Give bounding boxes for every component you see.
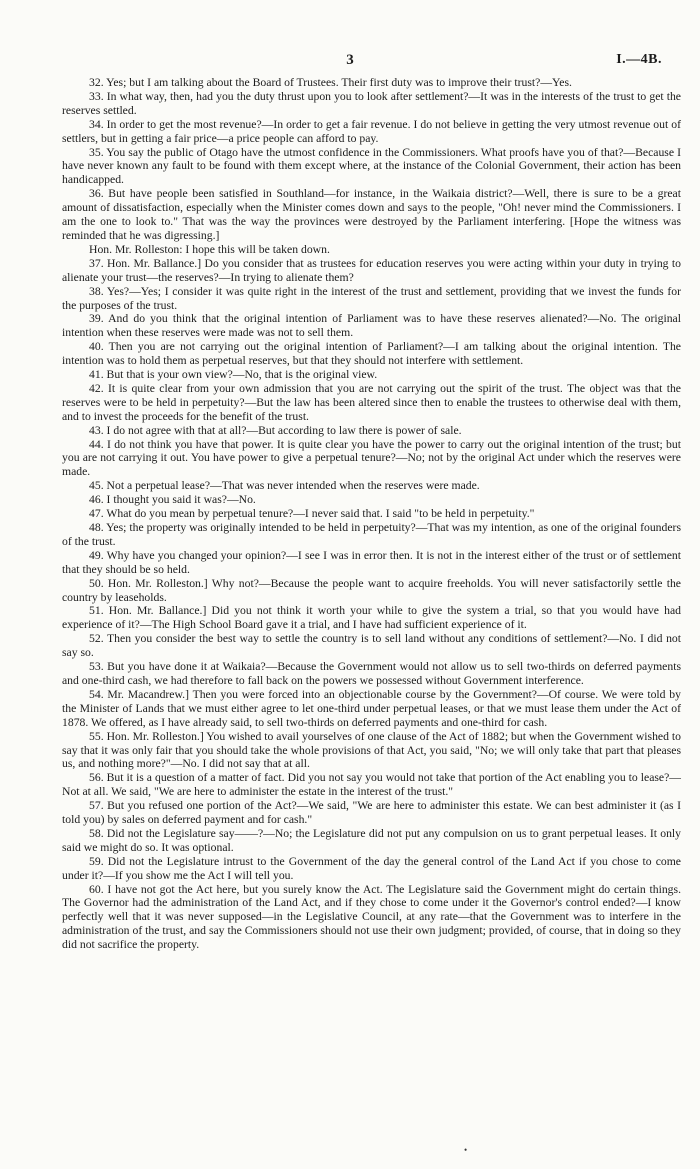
paragraph-52: 52. Then you consider the best way to settle the country is to sell land without any conditions of settlement?—No. I did not say so.	[62, 632, 681, 660]
paragraph-56: 56. But it is a question of a matter of fact. Did you not say you would not take that portion of the Act enabling you to lease?—Not at all. We said, "We are here to administer the estate in the interest of the trust."	[62, 771, 681, 799]
paragraph-33: 33. In what way, then, had you the duty thrust upon you to look after settlement?—It was in the interests of the trust to get the reserves settled.	[62, 89, 681, 117]
footer-mark: •	[464, 1145, 468, 1155]
paragraph-57: 57. But you refused one portion of the Act?—We said, "We are here to administer this estate. We can best administer it (as I told you) by sales on deferred payment and for cash."	[62, 799, 681, 827]
paragraph-39: 39. And do you think that the original intention of Parliament was to have these reserves alienated?—No. The original intention when these reserves were made was not to sell them.	[62, 312, 681, 340]
paragraph-54: 54. Mr. Macandrew.] Then you were forced into an objectionable course by the Government?—Of course. We were told by the Minister of Lands that we must either agree to let one-third under perpetual leases, or that we must lease them under the Act of 1878. We offered, as I have already said, to sell two-thirds on deferred payments and one-third for cash.	[62, 687, 681, 729]
paragraph-42: 42. It is quite clear from your own admission that you are not carrying out the spirit of the trust. The object was that the reserves were to be held in perpetuity?—But the law has been altered since then to enable the trustees to otherwise deal with them, and to invest the proceeds for the benefit of the trust.	[62, 381, 681, 423]
paragraph-37: 37. Hon. Mr. Ballance.] Do you consider that as trustees for education reserves you were acting within your duty in trying to alienate your trust—the reserves?—In trying to alienate them?	[62, 256, 681, 284]
paragraph-60: 60. I have not got the Act here, but you surely know the Act. The Legislature said the Government might do certain things. The Governor had the administration of the Land Act, and if they chose to come under it the Governor's control ended?—I know perfectly well that it was never supposed—in the Legislative Council, at any rate—that the Government was to interfere in the administration of the trust, and say the Commissioners should not use their own judgment; provided, of course, that in doing so they did not sacrifice the property.	[62, 882, 681, 952]
paragraph-53: 53. But you have done it at Waikaia?—Because the Government would not allow us to sell two-thirds on deferred payments and one-third cash, we had therefore to fall back on the powers we possessed without Government interference.	[62, 660, 681, 687]
paragraph-remark: Hon. Mr. Rolleston: I hope this will be taken down.	[89, 242, 330, 256]
paragraph-58: 58. Did not the Legislature say——?—No; the Legislature did not put any compulsion on us to grant perpetual leases. It only said we might do so. It was optional.	[62, 826, 681, 854]
paragraph-34: 34. In order to get the most revenue?—In order to get a fair revenue. I do not believe in getting the very utmost revenue out of settlers, but in getting a fair price—a price people can afford to pay.	[62, 117, 681, 145]
paragraph-46: 46. I thought you said it was?—No.	[89, 493, 256, 507]
paragraph-49: 49. Why have you changed your opinion?—I see I was in error then. It is not in the interest either of the trust or of settlement that they should be so held.	[62, 548, 681, 576]
paragraph-44: 44. I do not think you have that power. It is quite clear you have the power to carry out the original intention of the trust; but you are not carrying it out. You have power to give a perpetual tenure?—No; not by the original Act under which the reserves were made.	[62, 437, 681, 479]
paragraph-36: 36. But have people been satisfied in Southland—for instance, in the Waikaia district?—Well, there is sure to be a great amount of dissatisfaction, especially when the Minister comes down and says to the people, "Oh! never mind the Commissioners. I am the one to look to." That was the way the provinces were destroyed by the Parliament interfering. [Hope the witness was reminded that he was digressing.]	[62, 187, 681, 242]
paragraph-47: 47. What do you mean by perpetual tenure?—I never said that. I said "to be held in perpetuity."	[89, 507, 535, 521]
page-number: 3	[346, 52, 354, 68]
paragraph-59: 59. Did not the Legislature intrust to the Government of the day the general control of the Land Act if you chose to come under it?—If you show me the Act I will tell you.	[62, 854, 681, 882]
paragraph-55: 55. Hon. Mr. Rolleston.] You wished to avail yourselves of one clause of the Act of 1882; but when the Government wished to say that it was only fair that you should take the whole provisions of that Act, you said, "No; we will only take that part that pleases us, and nothing more?"—No. I did not say that at all.	[62, 729, 681, 771]
paragraph-32: 32. Yes; but I am talking about the Board of Trustees. Their first duty was to improve their trust?—Yes.	[89, 76, 572, 89]
paragraph-51: 51. Hon. Mr. Ballance.] Did you not think it worth your while to give the system a trial, so that you would have had experience of it?—The High School Board gave it a trial, and I have had sufficient experience of it.	[62, 604, 681, 632]
paragraph-38: 38. Yes?—Yes; I consider it was quite right in the interest of the trust and settlement, providing that we invest the funds for the purposes of the trust.	[62, 284, 681, 312]
document-reference: I.—4B.	[616, 52, 662, 67]
paragraph-48: 48. Yes; the property was originally intended to be held in perpetuity?—That was my intention, as one of the original founders of the trust.	[62, 521, 681, 548]
paragraph-50: 50. Hon. Mr. Rolleston.] Why not?—Because the people want to acquire freeholds. You will never satisfactorily settle the country by leaseholds.	[62, 576, 681, 604]
paragraph-41: 41. But that is your own view?—No, that is the original view.	[89, 368, 378, 382]
paragraph-45: 45. Not a perpetual lease?—That was never intended when the reserves were made.	[89, 479, 480, 493]
paragraph-40: 40. Then you are not carrying out the original intention of Parliament?—I am talking about the original intention. The intention was to hold them as perpetual reserves, but that they should not interfere with settlement.	[62, 340, 681, 368]
paragraph-43: 43. I do not agree with that at all?—But according to law there is power of sale.	[89, 423, 462, 437]
body-text	[62, 76, 681, 952]
paragraph-35: 35. You say the public of Otago have the utmost confidence in the Commissioners. What proofs have you of that?—Because I have never known any fault to be found with them except where, at the instance of the Colonial Government, their action has been handicapped.	[62, 145, 681, 187]
